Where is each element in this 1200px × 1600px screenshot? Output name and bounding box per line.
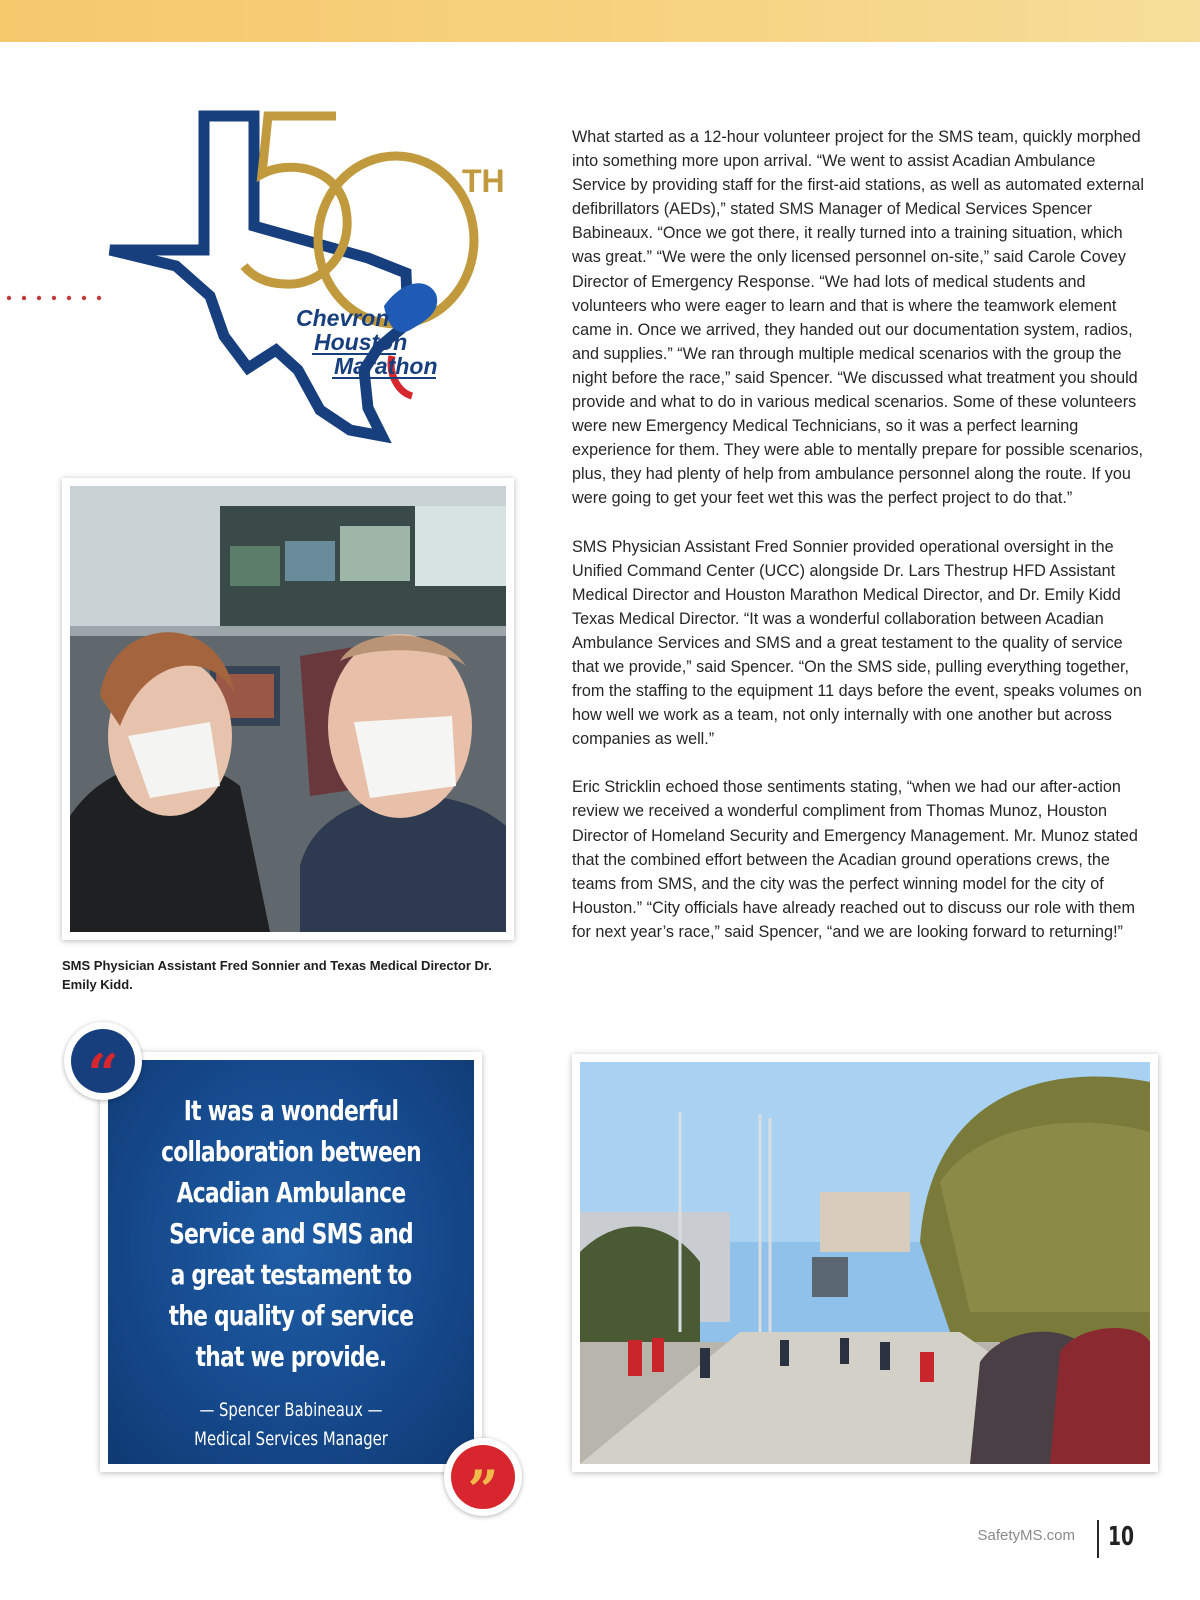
command-center-photo xyxy=(62,478,514,940)
pull-quote-line: collaboration between xyxy=(161,1135,421,1168)
article-paragraph: What started as a 12-hour volunteer project for the SMS team, quickly morphed into something more upon arrival. “We went to assist Acadian Ambulance Service by providing staff for the first-aid stations, as well as automated external defibrillators (AEDs),” stated SMS Manager of Medical Services Spencer Babineaux. “Once we got there, it really turned into a training situation, which was great.” “We were the only licensed personnel on-site,” said Carole Covey Director of Emergency Response. “We had lots of medical students and volunteers who were eager to learn and that is where the teamwork element came in. Once we arrived, they handed out our documentation system, radios, and supplies.” “We ran through multiple medical scenarios with the group the night before the race,” said Spencer. “We discussed what treatment you should provide and what to do in various medical scenarios. Some of these volunteers were new Emergency Medical Technicians, so it was a perfect learning experience for them. They were able to mentally prepare for possible scenarios, plus, they had plenty of help from ambulance personnel along the route. If you were going to get your feet wet this was the perfect project to do that.” xyxy=(572,128,1144,508)
close-quote-glyph: ” xyxy=(451,1445,515,1509)
marathon-50th-logo xyxy=(106,108,526,443)
runner-mark-icon xyxy=(384,283,437,332)
pull-quote-line: a great testament to xyxy=(170,1258,412,1291)
pull-quote-line: the quality of service xyxy=(168,1299,414,1332)
logo-suffix: TH xyxy=(462,163,505,199)
pull-quote-line: Acadian Ambulance xyxy=(176,1176,406,1209)
pull-quote-box xyxy=(100,1052,482,1472)
pull-quote-line: It was a wonderful xyxy=(183,1094,399,1127)
decorative-dots xyxy=(6,295,106,301)
marathon-street-image xyxy=(580,1062,1150,1464)
article-paragraph: Eric Stricklin echoed those sentiments stating, “when we had our after-action review we received a wonderful compliment from Thomas Munoz, Houston Director of Homeland Security and Emergency Management. Mr. Munoz stated that the combined effort between the Acadian ground operations crews, the teams from SMS, and the city was the perfect winning model for the city of Houston.” “City officials have already reached out to discuss our role with them for next year’s race,” said Spencer, “and we are looking forward to returning!” xyxy=(572,778,1138,941)
logo-line-1: Chevron xyxy=(296,305,390,331)
logo-line-2: Houston xyxy=(314,329,408,355)
attribution-title: Medical Services Manager xyxy=(194,1428,388,1450)
page-number: 10 xyxy=(1108,1522,1135,1552)
photo-caption: SMS Physician Assistant Fred Sonnier and Texas Medical Director Dr. Emily Kidd. xyxy=(62,958,492,992)
pull-quote-text xyxy=(155,1090,428,1377)
close-quote-icon xyxy=(444,1438,522,1522)
footer-website: SafetyMS.com xyxy=(977,1527,1075,1544)
pull-quote-line: Service and SMS and xyxy=(169,1217,413,1250)
logo-line-3: Marathon xyxy=(334,353,438,379)
pull-quote-attribution xyxy=(155,1396,428,1454)
attribution-name: — Spencer Babineaux — xyxy=(199,1399,383,1421)
article-paragraph: SMS Physician Assistant Fred Sonnier provided operational oversight in the Unified Command Center (UCC) alongside Dr. Lars Thestrup HFD Assistant Medical Director and Houston Marathon Medical Director, and Dr. Emily Kidd Texas Medical Director. “It was a wonderful collaboration between Acadian Ambulance Services and SMS and a great testament to the quality of service that we provide,” said Spencer. “On the SMS side, pulling everything together, from the staffing to the equipment 11 days before the event, speaks volumes on how well we work as a team, not only internally with one another but across companies as well.” xyxy=(572,537,1142,749)
footer-divider xyxy=(1097,1520,1099,1558)
pull-quote-line: that we provide. xyxy=(195,1340,387,1373)
article-body xyxy=(572,125,1144,968)
top-color-band xyxy=(0,0,1200,42)
open-quote-glyph: “ xyxy=(71,1029,135,1093)
command-center-image xyxy=(70,486,506,932)
pull-quote-panel xyxy=(108,1060,474,1464)
open-quote-icon xyxy=(64,1022,142,1106)
marathon-street-photo xyxy=(572,1054,1158,1472)
